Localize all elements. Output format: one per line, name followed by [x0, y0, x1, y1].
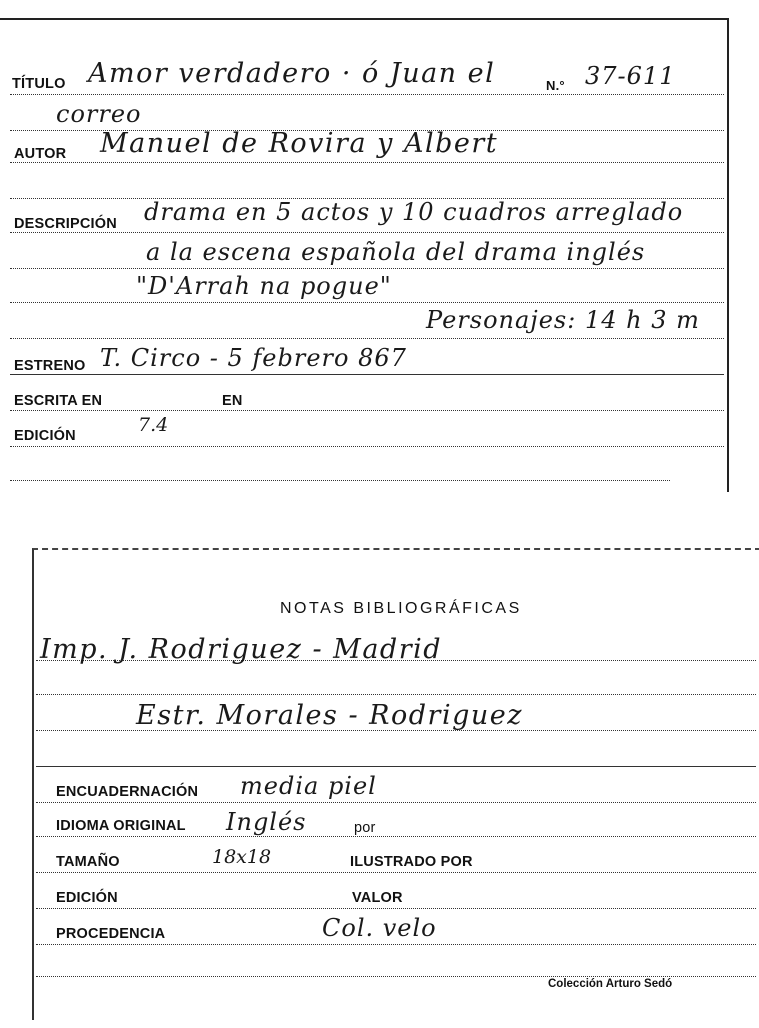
rule: [36, 802, 756, 803]
rule: [36, 976, 756, 977]
rule: [36, 908, 756, 909]
ilustrado-label: ILUSTRADO POR: [350, 854, 473, 870]
rule: [10, 268, 724, 269]
rule: [36, 836, 756, 837]
rule: [36, 766, 756, 767]
rule: [10, 410, 724, 411]
rule: [36, 694, 756, 695]
rule: [36, 944, 756, 945]
titulo-label: TÍTULO: [12, 76, 66, 92]
edicion-value: 7.4: [138, 414, 169, 436]
escrita-en-label2: EN: [222, 393, 243, 409]
encuadernacion-value: media piel: [240, 772, 377, 800]
rule: [10, 94, 724, 95]
valor-label: VALOR: [352, 890, 403, 906]
collection-credit: Colección Arturo Sedó: [548, 978, 673, 990]
rule: [10, 232, 724, 233]
notas-line1: Imp. J. Rodriguez - Madrid: [40, 634, 443, 665]
descripcion-line1: drama en 5 actos y 10 cuadros arreglado: [144, 198, 684, 226]
numero-label: N.°: [546, 78, 565, 93]
rule: [36, 872, 756, 873]
titulo-value: Amor verdadero · ó Juan el: [88, 58, 496, 89]
rule: [10, 302, 724, 303]
tamano-label: TAMAÑO: [56, 854, 120, 870]
edicion-label: EDICIÓN: [14, 428, 76, 444]
estreno-label: ESTRENO: [14, 358, 86, 374]
titulo-value-line2: correo: [56, 100, 142, 128]
procedencia-value: Col. velo: [322, 914, 437, 942]
rule: [10, 480, 670, 481]
descripcion-label: DESCRIPCIÓN: [14, 216, 117, 232]
notas-heading: NOTAS BIBLIOGRÁFICAS: [280, 600, 522, 617]
numero-value: 37-611: [585, 62, 676, 90]
rule: [10, 162, 724, 163]
estreno-value: T. Circo - 5 febrero 867: [100, 344, 407, 372]
descripcion-line4: Personajes: 14 h 3 m: [426, 306, 700, 334]
idioma-por-label: por: [354, 820, 376, 836]
descripcion-line2: a la escena española del drama inglés: [146, 238, 646, 266]
rule: [10, 446, 724, 447]
edicion2-label: EDICIÓN: [56, 890, 118, 906]
encuadernacion-label: ENCUADERNACIÓN: [56, 784, 199, 800]
notas-line2: Estr. Morales - Rodriguez: [136, 700, 523, 731]
rule: [10, 374, 724, 375]
procedencia-label: PROCEDENCIA: [56, 926, 166, 942]
autor-value: Manuel de Rovira y Albert: [100, 128, 499, 159]
descripcion-line3: "D'Arrah na pogue": [136, 272, 392, 300]
rule: [10, 338, 724, 339]
idioma-label: IDIOMA ORIGINAL: [56, 818, 186, 834]
tamano-value: 18x18: [212, 846, 272, 868]
autor-label: AUTOR: [14, 146, 67, 162]
idioma-value: Inglés: [226, 808, 307, 836]
escrita-en-label: ESCRITA EN: [14, 393, 103, 409]
